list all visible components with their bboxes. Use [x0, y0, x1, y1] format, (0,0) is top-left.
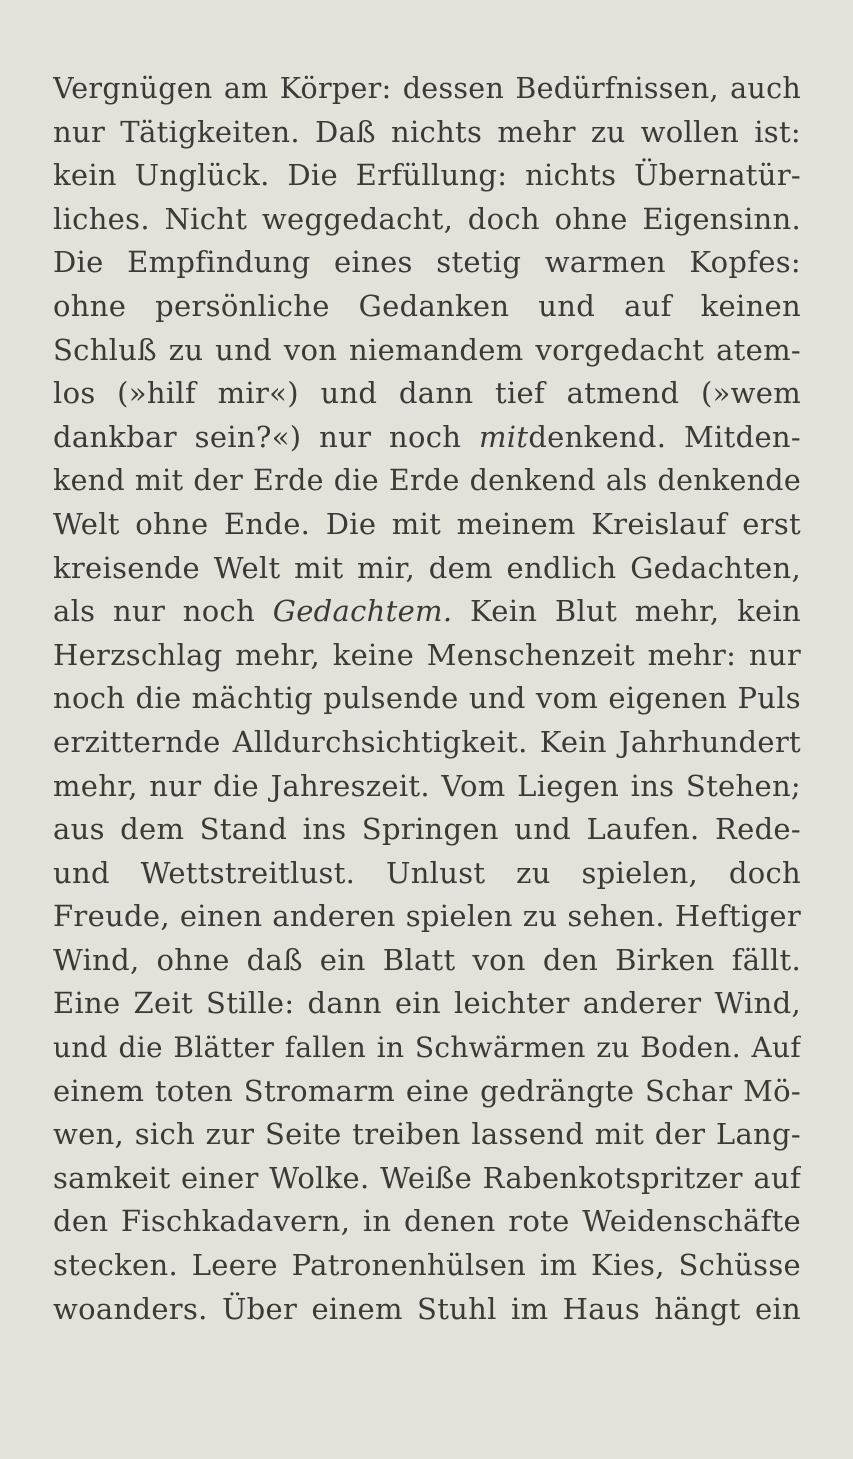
text-segment: wen, sich zur Seite treiben lassend mit der Lang-: [53, 1117, 801, 1152]
text-segment: nur Tätigkeiten. Daß nichts mehr zu wollen ist:: [53, 114, 801, 149]
text-line: [53, 285, 801, 329]
text-line: [53, 590, 801, 634]
text-segment: erzitternde Alldurchsichtigkeit. Kein Jahrhundert: [53, 724, 801, 759]
text-segment: den Fischkadavern, in denen rote Weidenschäfte: [53, 1204, 801, 1239]
text-line: [53, 372, 801, 416]
text-line: [53, 1113, 801, 1157]
text-segment: als nur noch: [53, 594, 273, 629]
text-line: [53, 1200, 801, 1244]
text-segment: aus dem Stand ins Springen und Laufen. Rede-: [53, 812, 801, 847]
text-segment: Welt ohne Ende. Die mit meinem Kreislauf erst: [53, 506, 801, 541]
text-segment: Wind, ohne daß ein Blatt von den Birken fällt.: [53, 942, 801, 977]
text-line: [53, 547, 801, 591]
text-segment: dankbar sein?«) nur noch: [53, 419, 479, 454]
text-segment: Kein Blut mehr, kein: [452, 594, 801, 629]
text-line: [53, 677, 801, 721]
text-line: [53, 1070, 801, 1114]
text-line: [53, 67, 801, 111]
text-line: [53, 721, 801, 765]
text-line: [53, 1157, 801, 1201]
text-segment: woanders. Über einem Stuhl im Haus hängt ein: [53, 1291, 801, 1326]
text-line: [53, 1026, 801, 1070]
text-line: [53, 1244, 801, 1288]
text-segment: Herzschlag mehr, keine Menschenzeit mehr: nur: [53, 637, 801, 672]
text-line: [53, 765, 801, 809]
text-line: [53, 852, 801, 896]
text-line: [53, 503, 801, 547]
text-segment: kreisende Welt mit mir, dem endlich Gedachten,: [53, 550, 801, 585]
text-segment: los (»hilf mir«) und dann tief atmend (»wem: [53, 376, 801, 411]
text-line: [53, 241, 801, 285]
text-line: [53, 198, 801, 242]
text-segment: liches. Nicht weggedacht, doch ohne Eigensinn.: [53, 201, 801, 236]
text-segment: Freude, einen anderen spielen zu sehen. Heftiger: [53, 899, 801, 934]
text-line: [53, 154, 801, 198]
italic-word: mit: [478, 419, 529, 454]
text-line: [53, 416, 801, 460]
text-segment: und die Blätter fallen in Schwärmen zu Boden. Auf: [53, 1031, 801, 1065]
text-line: [53, 634, 801, 678]
text-segment: mehr, nur die Jahreszeit. Vom Liegen ins Stehen;: [53, 768, 801, 803]
text-line: [53, 895, 801, 939]
text-segment: und Wettstreitlust. Unlust zu spielen, doch: [53, 855, 801, 890]
text-segment: stecken. Leere Patronenhülsen im Kies, Schüsse: [53, 1248, 801, 1283]
text-line: [53, 1288, 801, 1332]
text-line: [53, 939, 801, 983]
text-segment: einem toten Stromarm eine gedrängte Schar Mö-: [53, 1073, 801, 1108]
text-line: [53, 459, 801, 503]
text-segment: Die Empfindung eines stetig warmen Kopfes:: [53, 245, 801, 280]
text-line: [53, 329, 801, 373]
body-text: [53, 67, 801, 1331]
text-line: [53, 808, 801, 852]
text-segment: Vergnügen am Körper: dessen Bedürfnissen, auch: [53, 72, 801, 105]
text-segment: Eine Zeit Stille: dann ein leichter anderer Wind,: [53, 986, 801, 1021]
text-line: [53, 111, 801, 155]
text-segment: ohne persönliche Gedanken und auf keinen: [53, 288, 801, 323]
text-segment: kein Unglück. Die Erfüllung: nichts Übernatür-: [53, 158, 801, 193]
italic-word: Gedachtem.: [272, 594, 453, 629]
text-segment: kend mit der Erde die Erde denkend als denkende: [53, 464, 801, 498]
text-segment: noch die mächtig pulsende und vom eigenen Puls: [53, 681, 801, 716]
text-segment: samkeit einer Wolke. Weiße Rabenkotspritzer auf: [53, 1160, 801, 1195]
text-segment: denkend. Mitden-: [528, 419, 801, 454]
text-segment: Schluß zu und von niemandem vorgedacht atem-: [53, 332, 801, 367]
text-line: [53, 982, 801, 1026]
